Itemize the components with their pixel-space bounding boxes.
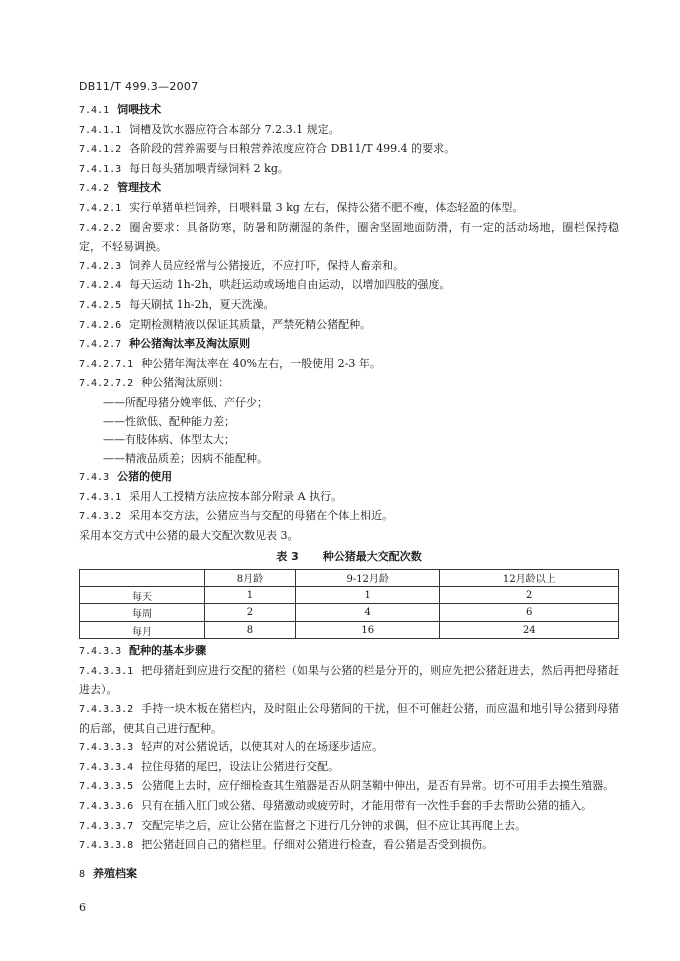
clause-heading: 管理技术 [117,181,162,195]
table-reference-note: 采用本交方式中公猪的最大交配次数见表 3。 [79,529,299,543]
document-id: DB11/T 499.3—2007 [79,80,199,93]
clause-number: 7.4.1.1 [79,124,122,136]
clause-number: 7.4.3.1 [79,491,122,503]
table-cell: 1 [295,587,439,604]
clause-number: 7.4.3.3.5 [79,781,134,793]
clause-7-4-2-1 [79,199,619,219]
table-row [80,587,619,604]
table-cell: 2 [205,604,296,621]
table-cell: 16 [295,621,439,638]
table-header-cell: 8月龄 [205,569,296,586]
clause-text: 种公猪年淘汰率在 40%左右，一般使用 2-3 年。 [141,356,381,370]
clause-7-4-3 [79,468,619,488]
clause-number: 7.4.2.7.1 [79,358,134,370]
clause-text: 轻声的对公猪说话，以使其对人的在场逐步适应。 [141,740,384,754]
clause-7-4-1-2 [79,140,619,160]
dash-item: ——精液品质差；因病不能配种。 [103,451,268,465]
clause-7-4-3-3-5 [79,777,619,797]
clause-number: 7.4.2.1 [79,202,122,214]
clause-number: 7.4.3.3.6 [79,800,134,812]
clause-text: 每天刷拭 1h-2h，夏天洗澡。 [129,297,275,311]
dash-item: ——所配母猪分娩率低、产仔少； [103,395,268,409]
clause-number: 7.4.3.3.4 [79,761,134,773]
clause-number: 7.4.3 [79,472,110,484]
clause-text: 每日每头猪加喂青绿饲料 2 kg。 [129,161,289,175]
clause-heading: 配种的基本步骤 [129,644,207,658]
table-row [80,621,619,638]
clause-number: 7.4.2.4 [79,280,122,292]
table-caption [79,547,619,567]
clause-number: 7.4.3.3.8 [79,840,134,852]
table-title: 种公猪最大交配次数 [322,549,422,563]
clause-text: 把母猪赶到应进行交配的猪栏（如果与公猪的栏是分开的，则应先把公猪赶进去，然后再把母猪赶进去）。 [79,663,619,697]
clause-text: 各阶段的营养需要与日粮营养浓度应符合 DB11/T 499.4 的要求。 [129,142,456,156]
table-row-label: 每天 [80,587,205,604]
clause-7-4-3-2 [79,507,619,527]
clause-text: 实行单猪单栏饲养，日喂料量 3 kg 左右，保持公猪不肥不瘦，体态轻盈的体型。 [129,200,524,214]
clause-7-4-2 [79,179,619,199]
mating-frequency-table [79,569,619,640]
clause-text: 把公猪赶回自己的猪栏里。仔细对公猪进行检查，看公猪是否受到损伤。 [141,838,494,852]
section-title: 养殖档案 [93,866,138,880]
table-header-cell [80,569,205,586]
clause-7-4-3-3-1 [79,662,619,700]
table-row-label: 每周 [80,604,205,621]
table-number: 表 3 [276,549,299,563]
clause-heading: 公猪的使用 [117,470,173,484]
clause-7-4-2-3 [79,257,619,277]
table-row-label: 每月 [80,621,205,638]
clause-number: 7.4.3.2 [79,511,122,523]
clause-number: 7.4.3.3.3 [79,742,134,754]
table-cell: 4 [295,604,439,621]
clause-text: 手持一块木板在猪栏内，及时阻止公母猪间的干扰，但不可催赶公猪，而应温和地引导公猪到母猪的后部，使其自己进行配种。 [79,702,619,735]
clause-7-4-2-5 [79,296,619,316]
clause-number: 7.4.2.6 [79,319,122,331]
clause-7-4-3-1 [79,488,619,508]
clause-text: 种公猪淘汰原则： [141,376,230,390]
clause-text: 只有在插入肛门或公猪、母猪激动或疲劳时，才能用带有一次性手套的手去帮助公猪的插入。 [141,798,593,812]
clause-7-4-1-1 [79,121,619,141]
clause-text: 采用本交方法，公猪应当与交配的母猪在个体上相近。 [129,509,394,523]
clause-number: 7.4.2.5 [79,299,122,311]
clause-text: 定期检测精液以保证其质量，严禁死精公猪配种。 [129,317,372,331]
page-number: 6 [79,901,86,914]
table-header-row [80,569,619,586]
clause-text: 每天运动 1h-2h，哄赶运动或场地自由运动，以增加四肢的强度。 [129,278,451,292]
table-header-cell: 12月龄以上 [440,569,619,586]
clause-heading: 饲喂技术 [117,103,162,116]
clause-number: 7.4.3.3.2 [79,704,134,715]
clause-7-4-2-7-1 [79,355,619,375]
clause-number: 7.4.1 [79,105,110,116]
page-content [79,101,619,884]
table-header-cell: 9-12月龄 [295,569,439,586]
table-cell: 6 [440,604,619,621]
clause-7-4-2-7 [79,335,619,355]
clause-heading: 种公猪淘汰率及淘汰原则 [129,337,251,351]
section-8-heading [79,865,619,885]
table-cell: 8 [205,621,296,638]
clause-7-4-1-3 [79,160,619,180]
clause-7-4-1 [79,101,619,121]
clause-7-4-3-3-7 [79,817,619,837]
table-cell: 24 [440,621,619,638]
clause-number: 7.4.2.7 [79,339,122,351]
dash-item: ——性欲低、配种能力差； [103,414,235,428]
clause-7-4-3-3-6 [79,797,619,817]
clause-text: 圈舍要求：具备防寒，防暑和防潮湿的条件，圈舍坚固地面防滑，有一定的活动场地，圈栏保持稳定，不轻易调换。 [79,220,619,254]
clause-number: 7.4.3.3 [79,646,122,658]
clause-number: 7.4.3.3.7 [79,820,134,832]
clause-7-4-2-6 [79,316,619,336]
clause-number: 7.4.2.7.2 [79,378,134,390]
clause-number: 7.4.2.3 [79,260,122,272]
clause-7-4-3-3-4 [79,758,619,778]
clause-7-4-3-3-8 [79,836,619,856]
clause-number: 7.4.1.3 [79,163,122,175]
clause-text: 采用人工授精方法应按本部分附录 A 执行。 [129,489,343,503]
clause-number: 7.4.3.3.1 [79,665,134,677]
clause-7-4-3-3 [79,642,619,662]
clause-7-4-3-3-3 [79,738,619,758]
clause-text: 公猪爬上去时，应仔细检查其生殖器是否从阴茎鞘中伸出，是否有异常。切不可用手去摸生殖器。 [141,779,615,793]
clause-7-4-2-7-2 [79,374,619,394]
dash-item: ——有肢体病、体型太大； [103,433,235,447]
clause-number: 7.4.2 [79,183,110,195]
clause-text: 拉住母猪的尾巴，设法让公猪进行交配。 [141,759,340,773]
section-number: 8 [79,868,86,880]
clause-7-4-3-3-2 [79,700,619,738]
clause-7-4-2-2 [79,219,619,257]
clause-7-4-2-4 [79,276,619,296]
table-row [80,604,619,621]
clause-number: 7.4.1.2 [79,144,122,156]
table-cell: 2 [440,587,619,604]
clause-text: 饲槽及饮水器应符合本部分 7.2.3.1 规定。 [129,122,340,136]
table-cell: 1 [205,587,296,604]
clause-text: 饲养人员应经常与公猪接近，不应打吓，保持人畜亲和。 [129,258,405,272]
clause-text: 交配完毕之后，应让公猪在监督之下进行几分钟的求偶，但不应让其再爬上去。 [141,818,527,832]
clause-number: 7.4.2.2 [79,222,122,234]
